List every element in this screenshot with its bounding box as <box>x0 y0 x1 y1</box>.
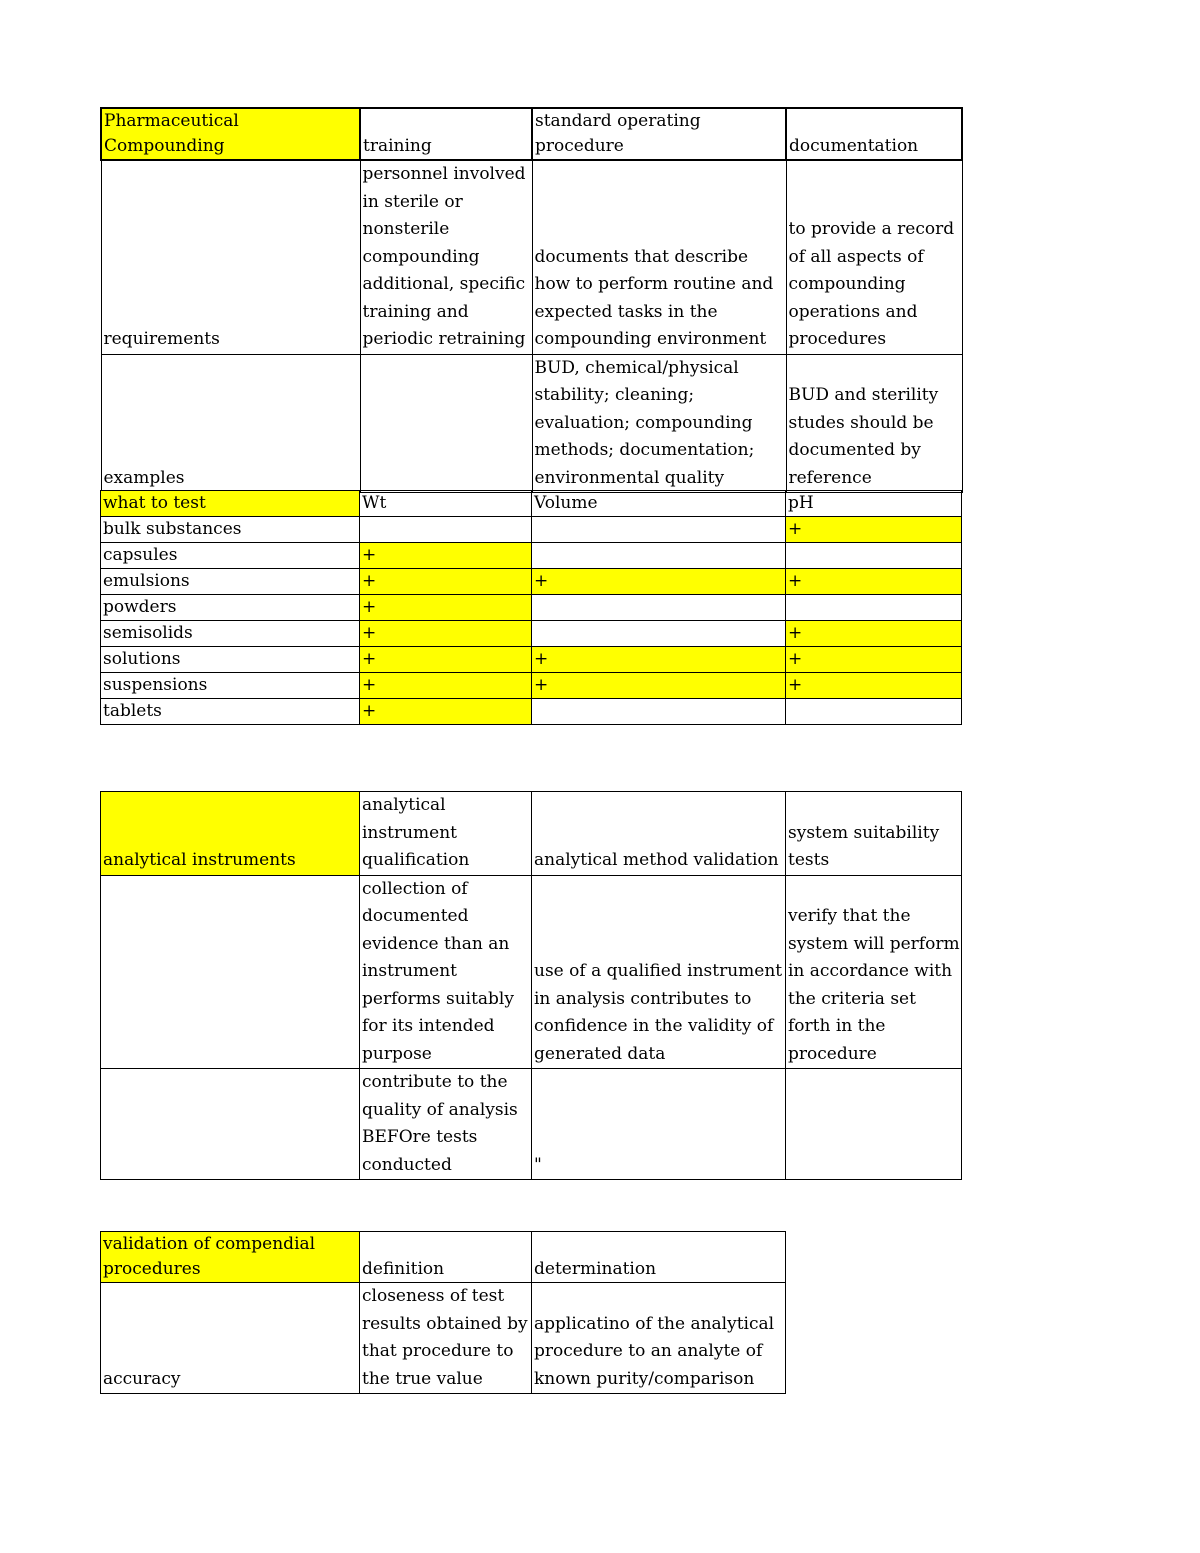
cell-training-requirements[interactable]: personnel involved in sterile or nonsterile compounding additional, specific training and periodic retraining <box>360 160 532 354</box>
cell-wt[interactable]: + <box>360 543 532 569</box>
cell-wt[interactable]: + <box>360 621 532 647</box>
row-label-cell[interactable]: emulsions <box>101 569 360 595</box>
cell-ph[interactable] <box>786 699 962 725</box>
cell-ph[interactable]: + <box>786 673 962 699</box>
cell-volume[interactable]: + <box>532 673 786 699</box>
row-label-cell[interactable]: semisolids <box>101 621 360 647</box>
cell-determination-accuracy[interactable]: applicatino of the analytical procedure to an analyte of known purity/comparison <box>532 1283 786 1394</box>
cell-ph[interactable]: + <box>786 517 962 543</box>
cell-ph[interactable]: + <box>786 621 962 647</box>
header-cell-volume[interactable]: Volume <box>532 491 786 517</box>
cell-training-examples[interactable] <box>360 354 532 493</box>
header-cell-aiq[interactable]: analytical instrument qualification <box>360 792 532 876</box>
cell-aiq[interactable]: contribute to the quality of analysis BEFOre tests conducted <box>360 1069 532 1180</box>
header-cell-amv[interactable]: analytical method validation <box>532 792 786 876</box>
table-row <box>101 1069 962 1180</box>
header-cell-sst[interactable]: system suitability tests <box>786 792 962 876</box>
cell-volume[interactable] <box>532 621 786 647</box>
header-cell-determination[interactable]: determination <box>532 1232 786 1283</box>
cell-ph[interactable] <box>786 543 962 569</box>
cell-ph[interactable]: + <box>786 647 962 673</box>
header-cell-wt[interactable]: Wt <box>360 491 532 517</box>
cell-sop-examples[interactable]: BUD, chemical/physical stability; cleaning; evaluation; compounding methods; documentation; environmental quality <box>532 354 786 493</box>
cell-wt[interactable]: + <box>360 647 532 673</box>
table-title-cell[interactable]: what to test <box>101 491 360 517</box>
cell-documentation-examples[interactable]: BUD and sterility studes should be documented by reference <box>786 354 962 493</box>
table-row <box>101 647 962 673</box>
cell-aiq[interactable]: collection of documented evidence than an instrument performs suitably for its intended purpose <box>360 875 532 1069</box>
table-row <box>101 595 962 621</box>
table-row <box>101 875 962 1069</box>
cell-wt[interactable]: + <box>360 673 532 699</box>
table-row <box>101 517 962 543</box>
cell-sop-requirements[interactable]: documents that describe how to perform routine and expected tasks in the compounding environment <box>532 160 786 354</box>
cell-definition-accuracy[interactable]: closeness of test results obtained by that procedure to the true value <box>360 1283 532 1394</box>
row-label-cell[interactable]: tablets <box>101 699 360 725</box>
cell-volume[interactable] <box>532 699 786 725</box>
row-label-examples[interactable]: examples <box>101 354 360 493</box>
table-row <box>101 160 962 354</box>
row-label-cell[interactable] <box>101 875 360 1069</box>
header-cell-ph[interactable]: pH <box>786 491 962 517</box>
cell-wt[interactable]: + <box>360 595 532 621</box>
analytical-instruments-table <box>100 791 962 1180</box>
row-label-cell[interactable]: bulk substances <box>101 517 360 543</box>
table-header-row <box>101 792 962 876</box>
cell-amv[interactable]: use of a qualified instrument in analysis contributes to confidence in the validity of generated data <box>532 875 786 1069</box>
table-row <box>101 543 962 569</box>
cell-volume[interactable]: + <box>532 569 786 595</box>
what-to-test-table <box>100 490 962 725</box>
table-row <box>101 699 962 725</box>
cell-wt[interactable]: + <box>360 569 532 595</box>
table-header-row <box>101 491 962 517</box>
row-label-cell[interactable]: solutions <box>101 647 360 673</box>
cell-amv[interactable]: " <box>532 1069 786 1180</box>
header-cell-documentation[interactable]: documentation <box>786 108 962 160</box>
table-row <box>101 1283 786 1394</box>
table-title-cell[interactable]: validation of compendial procedures <box>101 1232 360 1283</box>
table-row <box>101 354 962 493</box>
cell-wt[interactable] <box>360 517 532 543</box>
table-title-cell[interactable]: analytical instruments <box>101 792 360 876</box>
compendial-validation-table <box>100 1231 786 1394</box>
table-header-row <box>101 1232 786 1283</box>
header-cell-definition[interactable]: definition <box>360 1232 532 1283</box>
row-label-cell[interactable]: powders <box>101 595 360 621</box>
cell-ph[interactable] <box>786 595 962 621</box>
cell-sst[interactable] <box>786 1069 962 1180</box>
row-label-accuracy[interactable]: accuracy <box>101 1283 360 1394</box>
cell-documentation-requirements[interactable]: to provide a record of all aspects of compounding operations and procedures <box>786 160 962 354</box>
cell-ph[interactable]: + <box>786 569 962 595</box>
row-label-cell[interactable] <box>101 1069 360 1180</box>
cell-volume[interactable] <box>532 595 786 621</box>
cell-wt[interactable]: + <box>360 699 532 725</box>
cell-sst[interactable]: verify that the system will perform in accordance with the criteria set forth in the procedure <box>786 875 962 1069</box>
header-cell-training[interactable]: training <box>360 108 532 160</box>
cell-volume[interactable] <box>532 543 786 569</box>
cell-volume[interactable]: + <box>532 647 786 673</box>
row-label-cell[interactable]: capsules <box>101 543 360 569</box>
table-header-row <box>101 108 962 160</box>
header-cell-sop[interactable]: standard operating procedure <box>532 108 786 160</box>
compounding-table <box>100 107 963 493</box>
table-title-cell[interactable]: Pharmaceutical Compounding <box>101 108 360 160</box>
table-row <box>101 569 962 595</box>
cell-volume[interactable] <box>532 517 786 543</box>
row-label-requirements[interactable]: requirements <box>101 160 360 354</box>
row-label-cell[interactable]: suspensions <box>101 673 360 699</box>
table-row <box>101 673 962 699</box>
table-row <box>101 621 962 647</box>
